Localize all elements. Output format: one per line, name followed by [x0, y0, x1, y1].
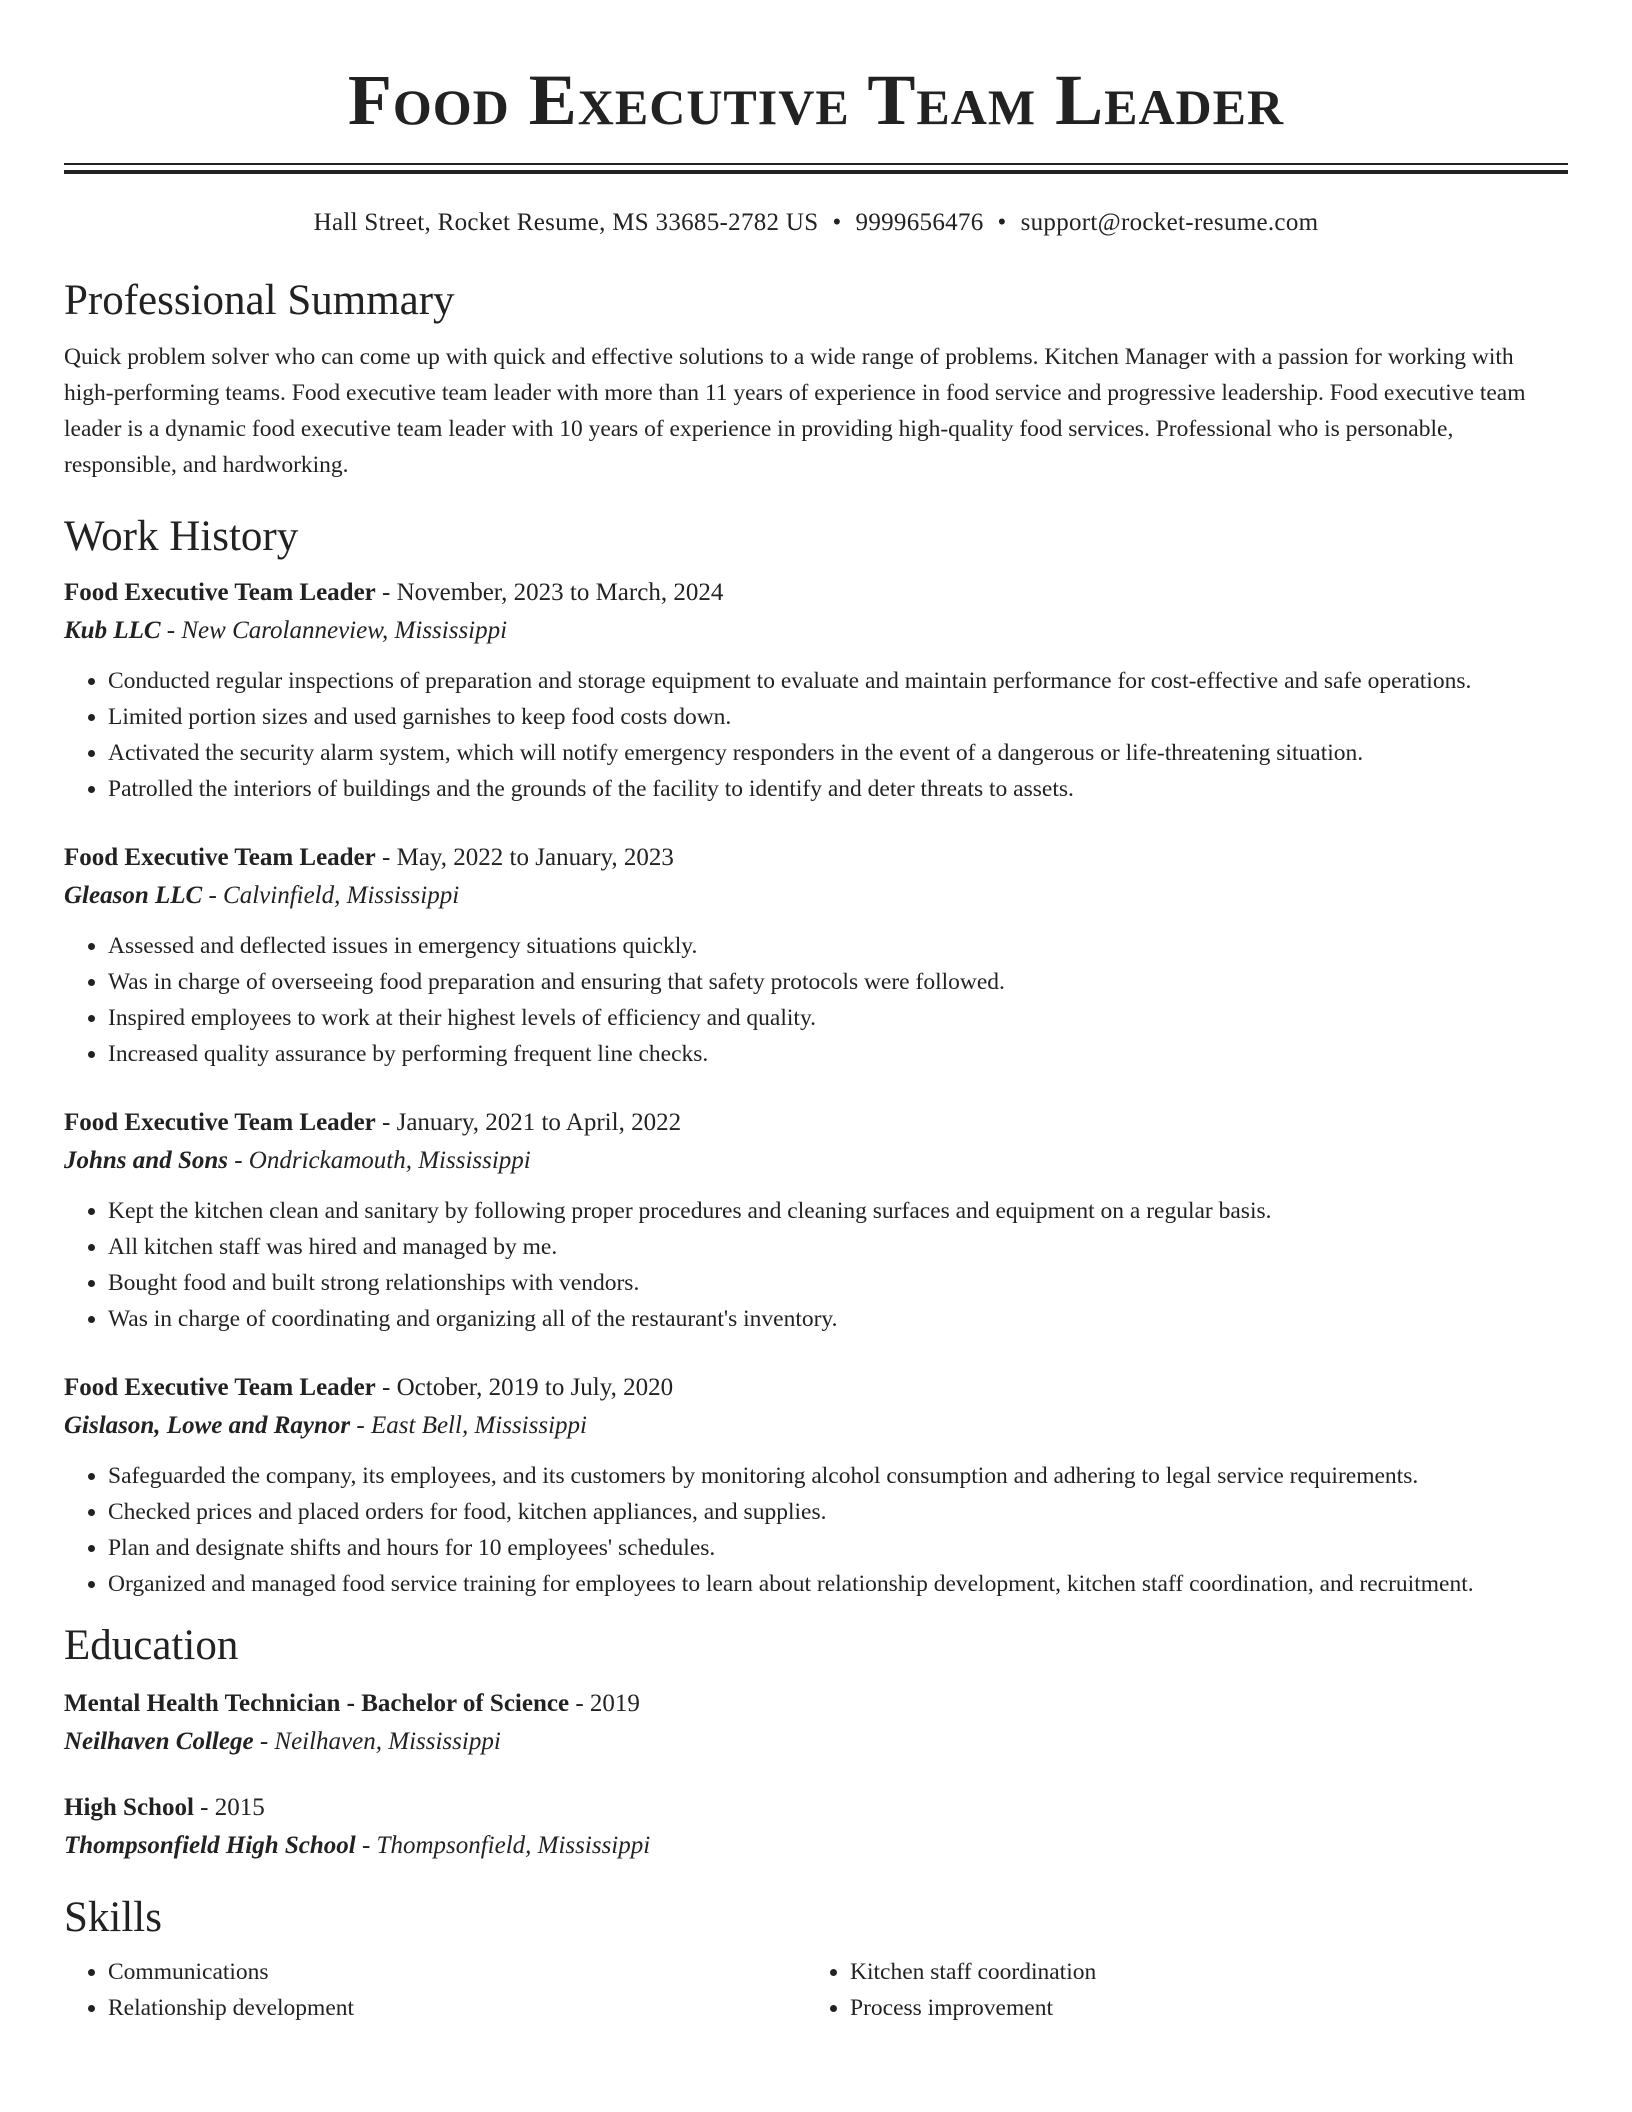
education-institution	[64, 1828, 1568, 1864]
job-duty: • Inspired employees to work at their highest levels of efficiency and quality.	[108, 1000, 1568, 1036]
job-entry	[64, 1105, 1568, 1337]
contact-separator: •	[832, 209, 842, 236]
skills-heading: Skills	[64, 1894, 162, 1941]
job-role: Food Executive Team Leader	[64, 579, 376, 606]
job-location: - New Carolanneview, Mississippi	[160, 617, 508, 644]
education-year: - 2015	[193, 1794, 265, 1821]
skill-item: • Process improvement	[850, 1990, 1548, 2026]
job-dates: - May, 2022 to January, 2023	[375, 844, 674, 871]
job-entry	[64, 1370, 1568, 1602]
contact-email[interactable]: support@rocket-resume.com	[1020, 209, 1319, 236]
job-duty: • Conducted regular inspections of preparation and storage equipment to evaluate and maintain performance for cost-effective and safe operations.	[108, 663, 1568, 699]
job-role: Food Executive Team Leader	[64, 844, 376, 871]
education-institution	[64, 1724, 1568, 1760]
job-duty: • Checked prices and placed orders for food, kitchen appliances, and supplies.	[108, 1494, 1568, 1530]
job-dates: - November, 2023 to March, 2024	[375, 579, 724, 606]
education-header	[64, 1686, 1568, 1722]
job-employer	[64, 878, 1568, 914]
job-duty: • Activated the security alarm system, which will notify emergency responders in the event of a dangerous or life-threatening situation.	[108, 735, 1568, 771]
job-company: Gislason, Lowe and Raynor	[64, 1412, 351, 1439]
job-location: - Ondrickamouth, Mississippi	[227, 1147, 531, 1174]
summary-text: Quick problem solver who can come up with quick and effective solutions to a wide range of problems. Kitchen Manager with a passion for working with high-performing teams. Food executive team leader with more than 11 years of experience in food service and progressive leadership. Food executive team leader is a dynamic food executive team leader with 10 years of experience in providing high-quality food services. Professional who is personable, responsible, and hardworking.	[64, 344, 1526, 478]
job-duties	[64, 1193, 1568, 1337]
education-location: - Thompsonfield, Mississippi	[355, 1832, 651, 1859]
job-company: Gleason LLC	[64, 882, 203, 909]
education-degree: Mental Health Technician - Bachelor of Science	[64, 1690, 570, 1717]
education-school: Thompsonfield High School	[64, 1832, 356, 1859]
job-company: Johns and Sons	[64, 1147, 228, 1174]
job-header	[64, 840, 1568, 876]
education-degree: High School	[64, 1794, 194, 1821]
skill-item: • Relationship development	[108, 1990, 806, 2026]
job-location: - East Bell, Mississippi	[350, 1412, 587, 1439]
job-entry	[64, 840, 1568, 1072]
job-duty: • Bought food and built strong relationships with vendors.	[108, 1265, 1568, 1301]
education-header	[64, 1790, 1568, 1826]
contact-phone: 9999656476	[855, 209, 984, 236]
job-duty: • Was in charge of overseeing food preparation and ensuring that safety protocols were followed.	[108, 964, 1568, 1000]
education-entry	[64, 1790, 1568, 1864]
job-employer	[64, 1408, 1568, 1444]
job-duty: • All kitchen staff was hired and managed by me.	[108, 1229, 1568, 1265]
education-entry	[64, 1686, 1568, 1760]
job-duty: • Assessed and deflected issues in emergency situations quickly.	[108, 928, 1568, 964]
job-duty: • Limited portion sizes and used garnishes to keep food costs down.	[108, 699, 1568, 735]
job-duty: • Kept the kitchen clean and sanitary by following proper procedures and cleaning surfaces and equipment on a regular basis.	[108, 1193, 1568, 1229]
contact-line	[64, 207, 1568, 239]
job-duties	[64, 928, 1568, 1072]
job-duty: • Safeguarded the company, its employees, and its customers by monitoring alcohol consumption and adhering to legal service requirements.	[108, 1458, 1568, 1494]
job-header	[64, 1105, 1568, 1141]
job-duty: • Plan and designate shifts and hours for 10 employees' schedules.	[108, 1530, 1568, 1566]
skill-item: • Kitchen staff coordination	[850, 1954, 1548, 1990]
summary-heading: Professional Summary	[64, 277, 455, 324]
job-duties	[64, 1458, 1568, 1602]
job-dates: - January, 2021 to April, 2022	[375, 1109, 682, 1136]
job-header	[64, 1370, 1568, 1406]
skills-column-right	[806, 1954, 1548, 2026]
job-role: Food Executive Team Leader	[64, 1109, 376, 1136]
job-role: Food Executive Team Leader	[64, 1374, 376, 1401]
education-heading: Education	[64, 1622, 239, 1669]
resume-name: Food Executive Team Leader	[347, 60, 1285, 140]
contact-separator: •	[997, 209, 1007, 236]
education-school: Neilhaven College	[64, 1728, 254, 1755]
education-year: - 2019	[569, 1690, 640, 1717]
job-duty: • Patrolled the interiors of buildings and the grounds of the facility to identify and deter threats to assets.	[108, 771, 1568, 807]
job-duties	[64, 663, 1568, 807]
job-employer	[64, 1143, 1568, 1179]
education-location: - Neilhaven, Mississippi	[253, 1728, 501, 1755]
job-company: Kub LLC	[64, 617, 161, 644]
job-entry	[64, 575, 1568, 807]
job-duty: • Was in charge of coordinating and organizing all of the restaurant's inventory.	[108, 1301, 1568, 1337]
skills-list	[64, 1954, 1568, 2026]
job-employer	[64, 613, 1568, 649]
skills-column-left	[64, 1954, 806, 2026]
contact-address: Hall Street, Rocket Resume, MS 33685-2782 US	[313, 209, 819, 236]
header-divider	[64, 163, 1568, 174]
job-duty: • Organized and managed food service training for employees to learn about relationship development, kitchen staff coordination, and recruitment.	[108, 1566, 1568, 1602]
job-dates: - October, 2019 to July, 2020	[375, 1374, 674, 1401]
job-header	[64, 575, 1568, 611]
skill-item: • Communications	[108, 1954, 806, 1990]
job-location: - Calvinfield, Mississippi	[202, 882, 460, 909]
work-history-heading: Work History	[64, 513, 299, 560]
job-duty: • Increased quality assurance by performing frequent line checks.	[108, 1036, 1568, 1072]
